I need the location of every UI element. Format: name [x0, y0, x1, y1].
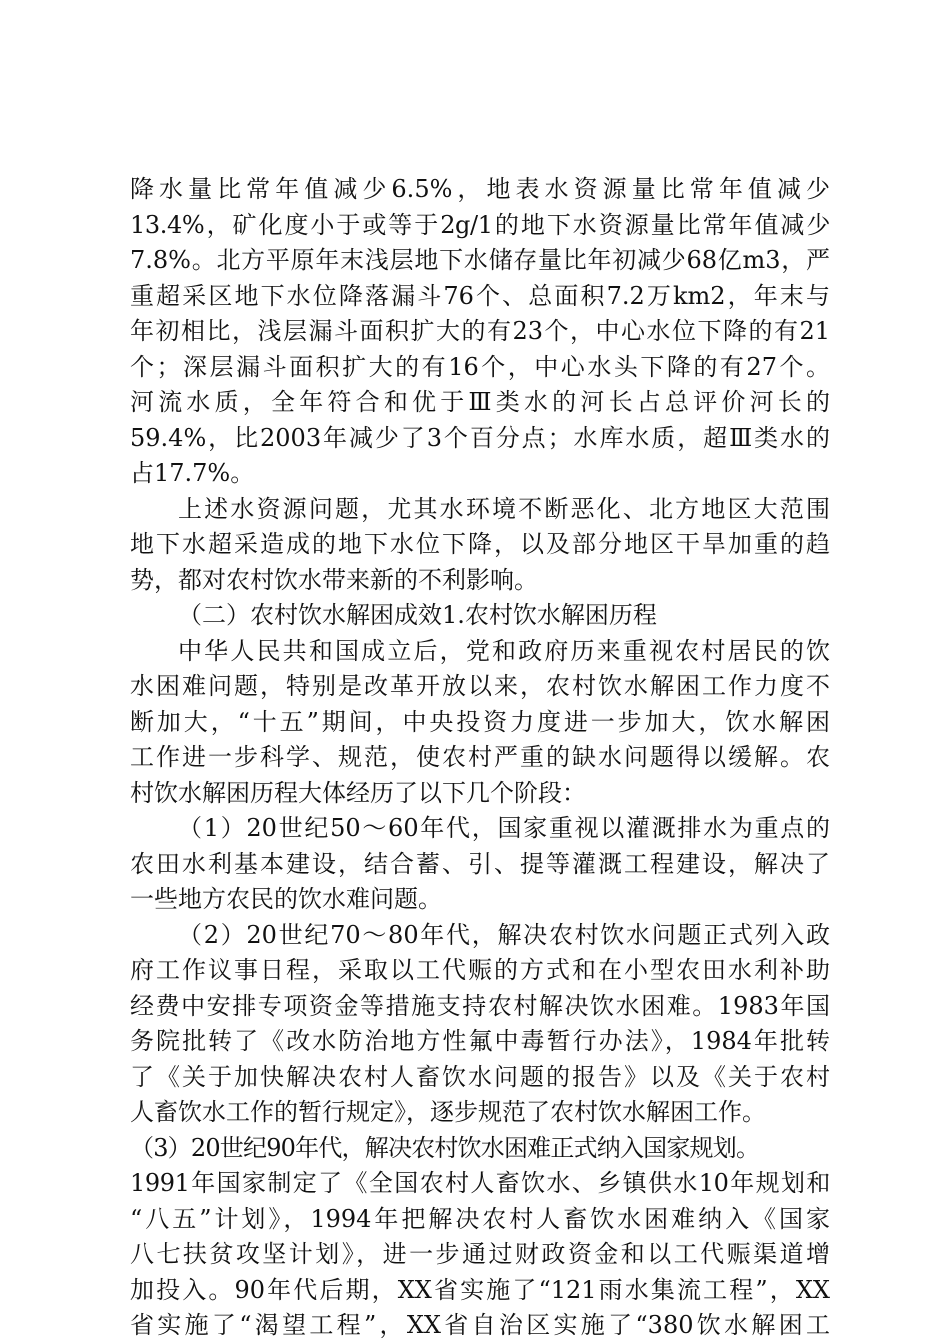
text-line: 年初相比，浅层漏斗面积扩大的有23个，中心水位下降的有21	[130, 317, 830, 345]
text-line: 占17.7%。	[130, 459, 255, 487]
text-line: 省实施了“渴望工程”，XX省自治区实施了“380饮水解困工	[130, 1311, 830, 1339]
text-line: 府工作议事日程，采取以工代赈的方式和在小型农田水利补助	[130, 956, 830, 984]
text-line: 河流水质，全年符合和优于Ⅲ类水的河长占总评价河长的	[130, 388, 830, 416]
paragraph-start-line: 中华人民共和国成立后，党和政府历来重视农村居民的饮	[178, 636, 830, 665]
text-line: 村饮水解困历程大体经历了以下几个阶段：	[130, 778, 586, 807]
text-line: 经费中安排专项资金等措施支持农村解决饮水困难。1983年国	[130, 991, 830, 1020]
paragraph-start-line: （1）20世纪50～60年代，国家重视以灌溉排水为重点的	[178, 814, 830, 842]
text-line: 个；深层漏斗面积扩大的有16个，中心水头下降的有27个。	[130, 352, 830, 381]
text-line: 势，都对农村饮水带来新的不利影响。	[130, 565, 538, 594]
paragraph-start-line: （3）20世纪90年代，解决农村饮水困难正式纳入国家规划。	[130, 1133, 760, 1162]
section-heading: （二）农村饮水解困成效1.农村饮水解困历程	[178, 601, 657, 629]
text-line: 降水量比常年值减少6.5%，地表水资源量比常年值减少	[130, 175, 830, 203]
text-line: 1991年国家制定了《全国农村人畜饮水、乡镇供水10年规划和	[130, 1169, 830, 1197]
text-line: 人畜饮水工作的暂行规定》，逐步规范了农村饮水解困工作。	[130, 1098, 766, 1126]
text-line: 断加大，“十五”期间，中央投资力度进一步加大，饮水解困	[130, 707, 830, 736]
text-line: 水困难问题，特别是改革开放以来，农村饮水解困工作力度不	[130, 672, 830, 700]
text-line: 59.4%，比2003年减少了3个百分点；水库水质，超Ⅲ类水的	[130, 423, 830, 452]
text-line: 一些地方农民的饮水难问题。	[130, 885, 442, 913]
text-line: 加投入。90年代后期，XX省实施了“121雨水集流工程”，XX	[130, 1275, 830, 1304]
text-line: 了《关于加快解决农村人畜饮水问题的报告》以及《关于农村	[130, 1062, 830, 1091]
text-line: 务院批转了《改水防治地方性氟中毒暂行办法》，1984年批转	[130, 1027, 830, 1055]
paragraph-start-line: 上述水资源问题，尤其水环境不断恶化、北方地区大范围	[178, 494, 830, 523]
text-line: 重超采区地下水位降落漏斗76个、总面积7.2万km2，年末与	[130, 281, 830, 310]
paragraph-start-line: （2）20世纪70～80年代，解决农村饮水问题正式列入政	[178, 920, 830, 949]
text-line: “八五”计划》，1994年把解决农村人畜饮水困难纳入《国家	[130, 1204, 830, 1233]
text-line: 农田水利基本建设，结合蓄、引、提等灌溉工程建设，解决了	[130, 849, 830, 878]
text-line: 八七扶贫攻坚计划》，进一步通过财政资金和以工代赈渠道增	[130, 1240, 830, 1268]
body-text	[130, 172, 830, 1344]
text-line: 7.8%。北方平原年末浅层地下水储存量比年初减少68亿m3，严	[130, 246, 830, 274]
text-line: 工作进一步科学、规范，使农村严重的缺水问题得以缓解。农	[130, 743, 830, 771]
text-line: 地下水超采造成的地下水位下降，以及部分地区干旱加重的趋	[130, 530, 830, 558]
text-line: 13.4%，矿化度小于或等于2g/1的地下水资源量比常年值减少	[130, 210, 830, 239]
